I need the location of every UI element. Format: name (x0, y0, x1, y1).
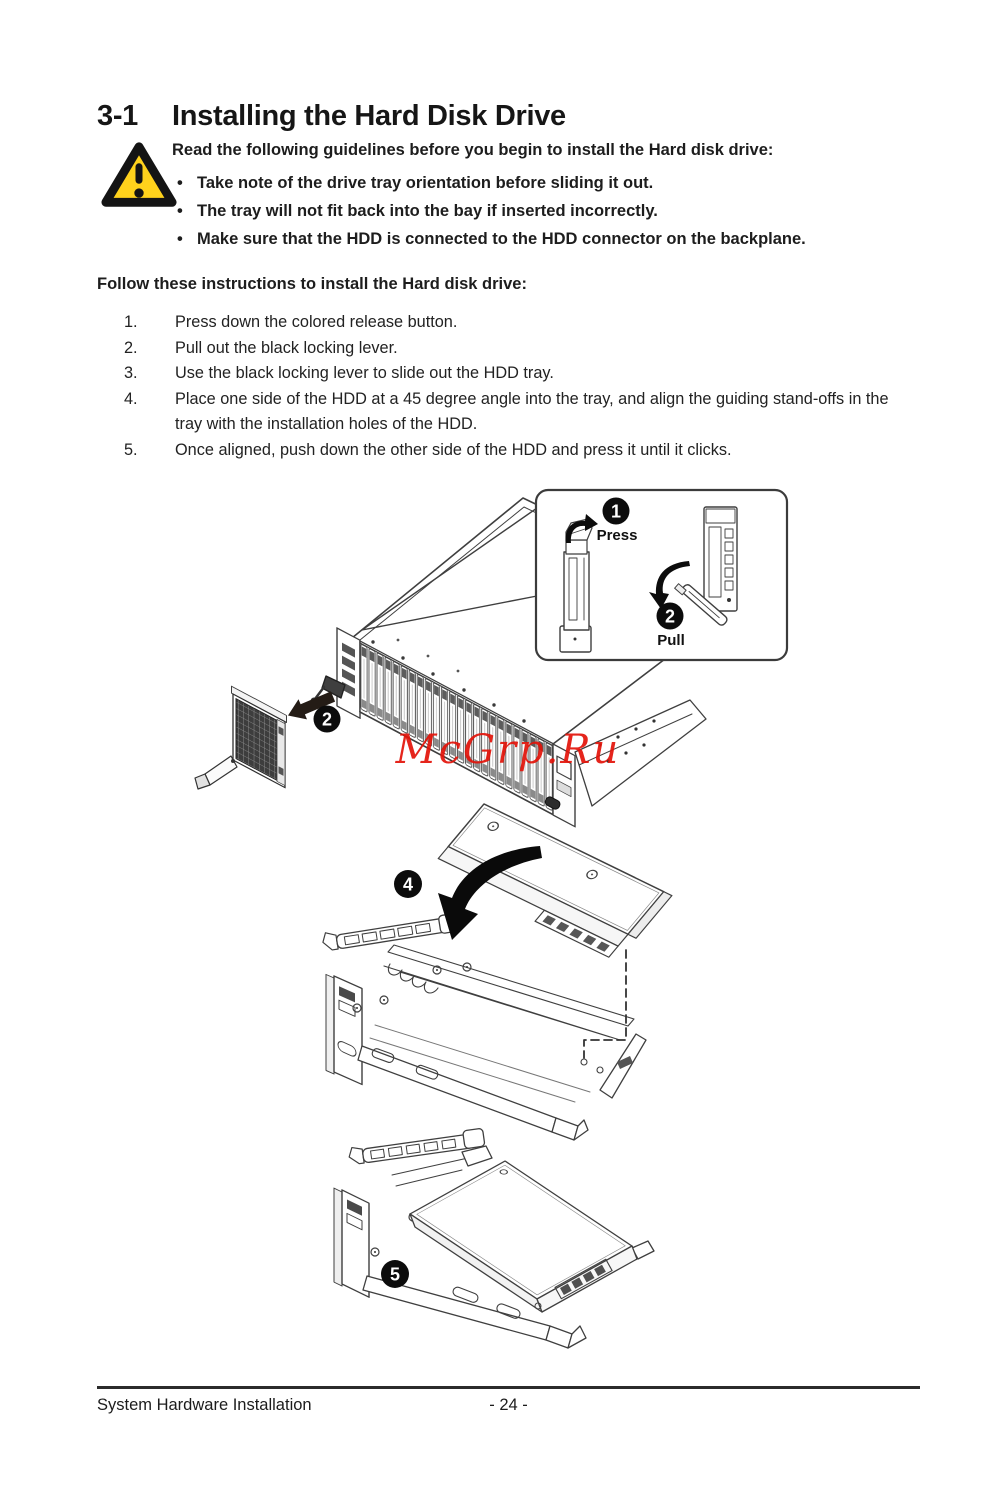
hdd-drive-seated (410, 1161, 637, 1312)
step-number: 4. (124, 389, 138, 408)
step-number: 1. (124, 313, 138, 331)
lever-detail-inset (536, 490, 787, 660)
svg-text:5: 5 (389, 1264, 401, 1285)
figure-insert-hdd (322, 804, 672, 1140)
step-text: Place one side of the HDD at a 45 degree angle into the tray, and align the guiding stand-offs in the tray with the installation holes of the HDD. (175, 389, 889, 433)
svg-text:2: 2 (321, 709, 333, 730)
step-4-badge (394, 870, 422, 898)
press-label: Press (596, 527, 638, 544)
step-text: Pull out the black locking lever. (175, 338, 398, 357)
footer-section-title: System Hardware Installation (97, 1396, 312, 1414)
page-title: Installing the Hard Disk Drive (172, 100, 566, 132)
figure-remove-tray (195, 490, 787, 827)
step-text: Press down the colored release button. (175, 313, 458, 331)
alignment-dashed-line (584, 950, 626, 1058)
section-number: 3-1 (97, 100, 139, 132)
step-text: Once aligned, push down the other side of the HDD and press it until it clicks. (175, 440, 732, 459)
svg-text:2: 2 (664, 606, 676, 627)
step-number: 2. (124, 338, 138, 357)
svg-text:4: 4 (402, 874, 414, 895)
figure-hdd-seated (334, 1128, 654, 1348)
warning-intro: Read the following guidelines before you begin to install the Hard disk drive: (172, 141, 774, 159)
warning-bullet-text: Make sure that the HDD is connected to the HDD connector on the backplane. (197, 230, 806, 248)
step-1-badge (603, 498, 630, 525)
footer-rule (97, 1386, 920, 1389)
instructions-heading: Follow these instructions to install the Hard disk drive: (97, 274, 527, 293)
pull-label: Pull (657, 632, 685, 649)
step-5-badge (381, 1260, 409, 1288)
step-2-detail-badge (657, 603, 684, 630)
step-number: 3. (124, 364, 138, 382)
removed-tray (195, 686, 287, 789)
warning-bullet-text: The tray will not fit back into the bay if inserted incorrectly. (197, 202, 658, 220)
step-number: 5. (124, 440, 138, 459)
footer-page-number: - 24 - (489, 1396, 528, 1414)
step-2-badge (314, 706, 341, 733)
svg-text:1: 1 (610, 501, 622, 522)
watermark-text: McGrp.Ru (395, 727, 621, 773)
step-text: Use the black locking lever to slide out the HDD tray. (175, 364, 554, 382)
warning-bullet-text: Take note of the drive tray orientation before sliding it out. (197, 174, 654, 192)
